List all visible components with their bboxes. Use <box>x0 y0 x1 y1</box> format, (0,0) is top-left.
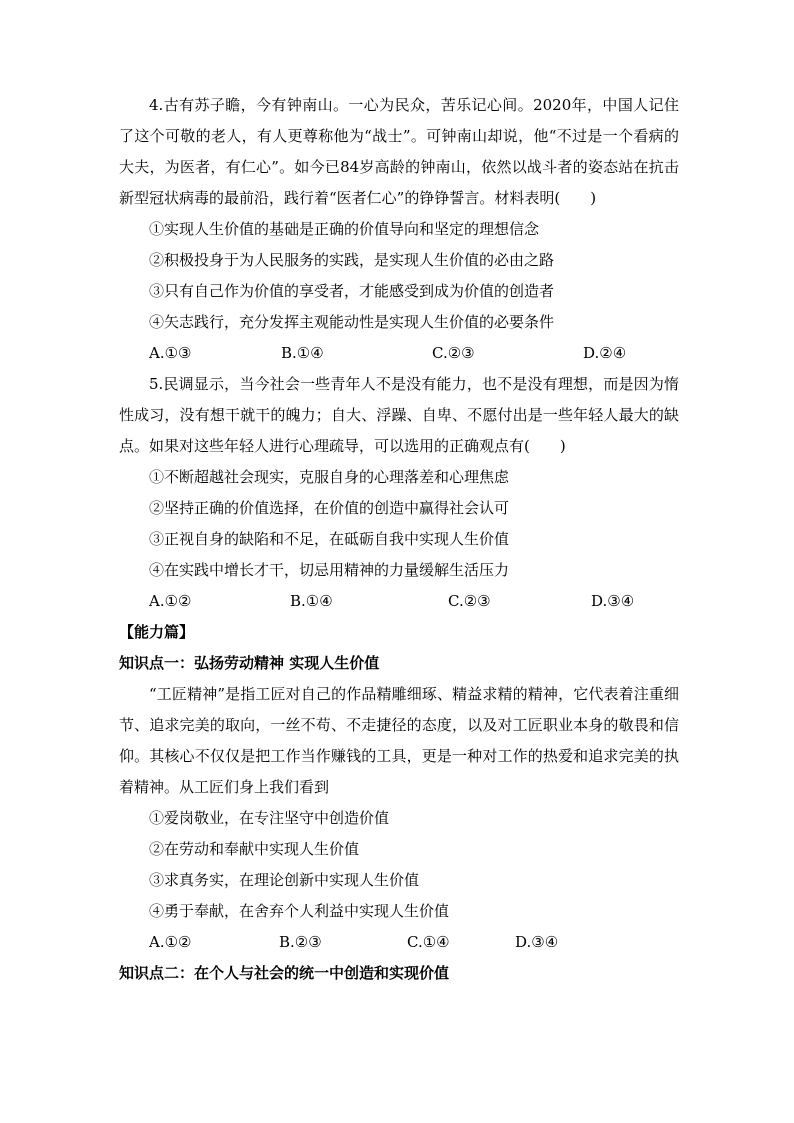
choice-b: B.②③ <box>279 933 322 951</box>
choice-c: C.①④ <box>407 933 450 951</box>
question-6-choices <box>119 927 679 958</box>
question-5-stem: 5.民调显示，当今社会一些青年人不是没有能力，也不是没有理想，而是因为惰性成习，没有想干就干的魄力；自大、浮躁、自卑、不愿付出是一些年轻人最大的缺点。如果对这些年轻人进行心理疏导，可以选用的正确观点有( ) <box>119 375 679 455</box>
choice-c: C.②③ <box>432 344 475 362</box>
question-6-option-3: ③求真务实，在理论创新中实现人生价值 <box>149 871 420 889</box>
choice-a: A.①③ <box>149 344 192 362</box>
question-4-choices <box>119 338 679 369</box>
question-4-option-2: ②积极投身于为人民服务的实践，是实现人生价值的必由之路 <box>149 251 555 269</box>
choice-d: D.②④ <box>583 344 627 362</box>
knowledge-point-2-heading: 知识点二：在个人与社会的统一中创造和实现价值 <box>119 964 450 982</box>
question-6-option-2: ②在劳动和奉献中实现人生价值 <box>149 840 360 858</box>
question-5-option-3: ③正视自身的缺陷和不足，在砥砺自我中实现人生价值 <box>149 530 510 548</box>
question-6-option-4: ④勇于奉献，在舍弃个人利益中实现人生价值 <box>149 902 450 920</box>
choice-a: A.①② <box>149 933 192 951</box>
question-6-stem: “工匠精神”是指工匠对自己的作品精雕细琢、精益求精的精神，它代表着注重细节、追求完美的取向，一丝不苟、不走捷径的态度，以及对工匠职业本身的敬畏和信仰。其核心不仅仅是把工作当作赚钱的工具，更是一种对工作的热爱和追求完美的执着精神。从工匠们身上我们看到 <box>119 685 679 796</box>
question-6-option-1: ①爱岗敬业，在专注坚守中创造价值 <box>149 809 390 827</box>
document-page <box>119 90 679 989</box>
question-4-option-4: ④矢志践行，充分发挥主观能动性是实现人生价值的必要条件 <box>149 313 555 331</box>
choice-b: B.①④ <box>290 592 333 610</box>
question-5-choices <box>119 586 679 617</box>
knowledge-point-1-heading: 知识点一：弘扬劳动精神 实现人生价值 <box>119 654 380 672</box>
choice-c: C.②③ <box>448 592 491 610</box>
choice-d: D.③④ <box>515 933 559 951</box>
choice-b: B.①④ <box>281 344 324 362</box>
question-4-stem: 4.古有苏子瞻，今有钟南山。一心为民众，苦乐记心间。2020年，中国人记住了这个可敬的老人，有人更尊称他为“战士”。可钟南山却说，他“不过是一个看病的大夫，为医者，有仁心”。如今已84岁高龄的钟南山，依然以战斗者的姿态站在抗击新型冠状病毒的最前沿，践行着“医者仁心”的铮铮誓言。材料表明( ) <box>119 96 679 207</box>
choice-a: A.①② <box>149 592 192 610</box>
question-5-option-1: ①不断超越社会现实，克服自身的心理落差和心理焦虑 <box>149 468 510 486</box>
question-4-option-3: ③只有自己作为价值的享受者，才能感受到成为价值的创造者 <box>149 282 555 300</box>
choice-d: D.③④ <box>591 592 635 610</box>
question-5-option-2: ②坚持正确的价值选择，在价值的创造中赢得社会认可 <box>149 499 510 517</box>
section-title: 【能力篇】 <box>119 623 195 641</box>
question-5-option-4: ④在实践中增长才干，切忌用精神的力量缓解生活压力 <box>149 561 510 579</box>
question-4-option-1: ①实现人生价值的基础是正确的价值导向和坚定的理想信念 <box>149 220 540 238</box>
